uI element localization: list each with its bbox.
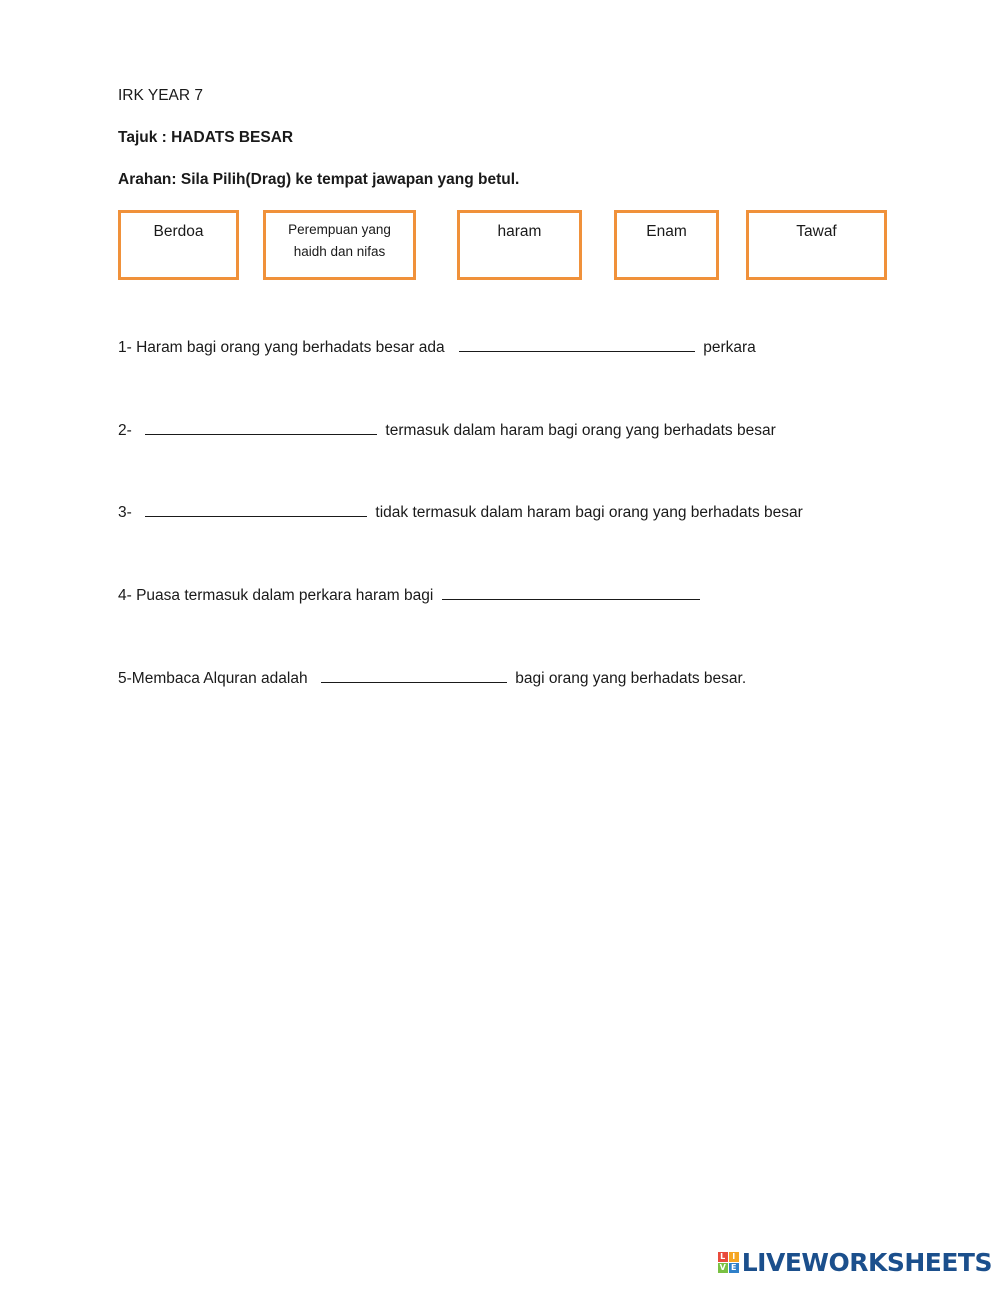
question-5-prefix: 5-Membaca Alquran adalah xyxy=(118,670,308,687)
word-card-haram[interactable] xyxy=(457,210,582,280)
answer-blank-5[interactable] xyxy=(321,667,507,683)
question-2-suffix: termasuk dalam haram bagi orang yang berhadats besar xyxy=(385,422,776,439)
question-1 xyxy=(118,336,756,358)
class-label: IRK YEAR 7 xyxy=(118,87,204,104)
word-card-label: haram xyxy=(497,223,542,240)
question-4 xyxy=(118,584,704,606)
word-card-label: Berdoa xyxy=(153,223,204,240)
word-card-label: Perempuan yang xyxy=(288,222,391,237)
logo-letter: V xyxy=(719,1263,726,1272)
question-3-prefix: 3- xyxy=(118,504,132,521)
question-3 xyxy=(118,501,803,523)
word-card-label: Enam xyxy=(646,223,687,240)
question-4-prefix: 4- Puasa termasuk dalam perkara haram bagi xyxy=(118,587,434,604)
answer-blank-3[interactable] xyxy=(145,501,367,517)
question-2 xyxy=(118,419,776,441)
answer-blank-4[interactable] xyxy=(442,584,700,600)
word-card-enam[interactable] xyxy=(614,210,719,280)
answer-blank-1[interactable] xyxy=(459,336,695,352)
topic-title: Tajuk : HADATS BESAR xyxy=(118,129,294,146)
question-3-suffix: tidak termasuk dalam haram bagi orang yang berhadats besar xyxy=(375,504,803,521)
liveworksheets-logo-icon xyxy=(718,1252,739,1273)
word-card-perempuan[interactable] xyxy=(263,210,416,280)
brand-text: LIVEWORKSHEETS xyxy=(741,1248,992,1277)
question-1-suffix: perkara xyxy=(703,339,756,356)
instruction-text: Arahan: Sila Pilih(Drag) ke tempat jawapan yang betul. xyxy=(118,171,520,188)
logo-letter: L xyxy=(718,1252,728,1262)
liveworksheets-brand xyxy=(718,1248,992,1277)
logo-letter: I xyxy=(729,1252,739,1262)
logo-letter: E xyxy=(729,1263,739,1273)
word-card-label: Tawaf xyxy=(796,223,837,240)
answer-blank-2[interactable] xyxy=(145,419,377,435)
question-5 xyxy=(118,667,746,689)
question-5-suffix: bagi orang yang berhadats besar. xyxy=(515,670,747,687)
word-card-berdoa[interactable] xyxy=(118,210,239,280)
word-card-tawaf[interactable] xyxy=(746,210,887,280)
question-2-prefix: 2- xyxy=(118,422,132,439)
question-1-prefix: 1- Haram bagi orang yang berhadats besar ada xyxy=(118,339,445,356)
word-card-label-line2: haidh dan nifas xyxy=(293,244,386,259)
